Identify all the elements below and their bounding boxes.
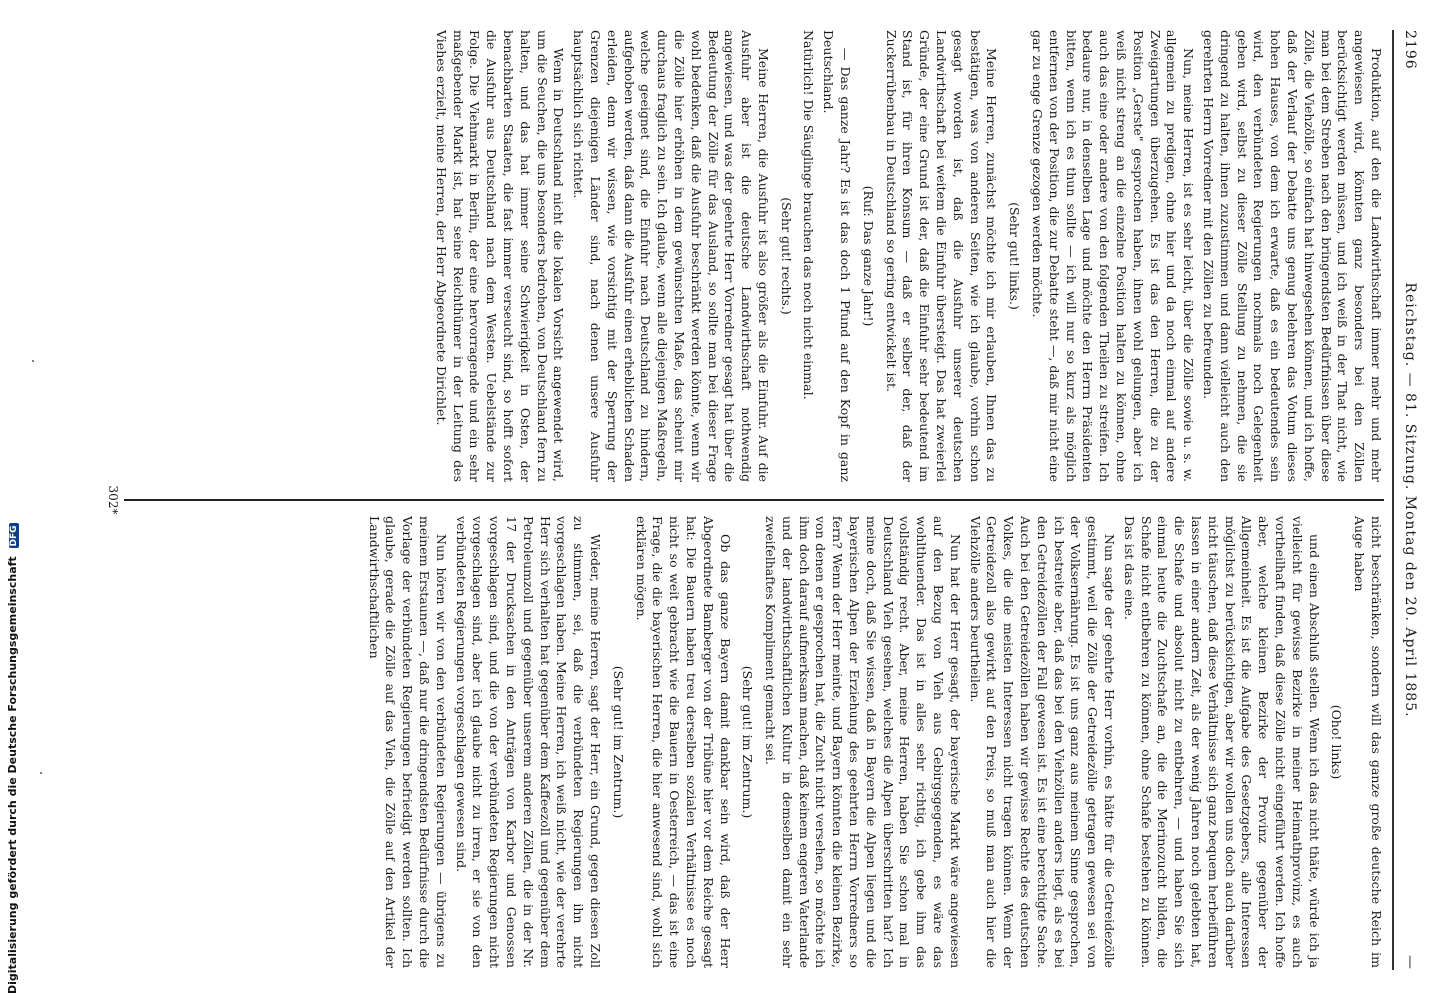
paragraph: Wenn in Deutschland nicht die lokalen Vorsicht angewendet wird, um die Seuchen, die uns besonders bedrohen, von Deutschland fern zu halten, und das hat immer seine Schwierigkeit in Osten, der benachbarten Staaten, die fast immer verseucht sind, so hofft sofort die Ausfuhr aus Deutschland nach dem Westen. Uebelstände zur Folge. Die Viehmarkt in Berlin, der eine hervorragende und ein sehr maßgebender Markt ist, hat seine Reichthümer in der Leitung des Viehes erzielt, meine Herren, der Herr Abgeordnete Dirichlet. [433,30,567,482]
paragraph: Nun sagte der geehrte Herr vorhin, es hätte für die Getreidezölle gestimmt, weil die Zölle der Getreidezölle getragen gewesen sei von der Volksernährung. Es ist uns ganz aus meinem Sinne gesprochen, ich bestreite aber, daß das bei den Viehzöllen anders liegt, als es bei den Getreidezöllen der Fall gewesen ist. Es ist eine berechtigte Sache. Auch bei den Getreidezöllen haben wir gewisse Rechte des deutschen Volkes, die die meisten Interessen nicht tragen können. Wenn der Getreidezoll also gewirkt auf den Preis, so muß man auch hier die Viehzölle anders beurtheilen. [967,516,1118,968]
paragraph: Ob das ganze Bayern damit dankbar sein wird, daß der Herr Abgeordnete Bamberger von der Tribüne hier vor dem Reiche gesagt hat: Die Bauern haben treu derselben sozialen Verhältnisse es noch nicht so weit gebracht wie die Bauern in Oesterreich, — das ist eine Frage, die die bayerischen Herren, die hier anwesend sind, wohl sich erklären mögen. [633,516,733,968]
paragraph: — Das ganze Jahr? Es ist das doch 1 Pfund auf den Kopf in ganz Deutschland. [821,30,854,482]
paragraph: Meine Herren, die Ausfuhr ist also größer als die Einfuhr. Auf die Ausfuhr aber ist die deutsche Landwirthschaft nothwendig angewiesen, und was der geehrte Herr Vorredner gesagt hat über die Bedeutung der Zölle für das Ausland, so sollte man bei dieser Frage wohl bedenken, daß die Ausfuhr beschränkt werden könnte, wenn wir die Zölle hier erhöhen in dem gewünschten Maße, das scheint mir durchaus fraglich zu sein. Ich glaube, wenn alle diejenigen Maßregeln, welche geeignet sind, die Einfuhr nach Deutschland zu hindern, aufgehoben werden, daß dann die Ausfuhr einen erheblichen Schaden erleiden, denn wir wissen, wie vorsichtig mit der Sperrung der Grenzen diejenigen Länder sind, nach denen unsere Ausfuhr hauptsächlich sich richtet. [571,30,771,482]
paragraph: Wieder, meine Herren, sagt der Herr, ein Grund, gegen diesen Zoll zu stimmen, sei, daß die verbündeten Regierungen ihn nicht vorgeschlagen haben. Meine Herren, ich weiß nicht, wie der verehrte Herr sich verhalten hat gegenüber dem Kaffeezoll und gegenüber dem Petroleumzoll und gegenüber unserem anderen Zöllen, die in der Nr. 17 der Drucksachen in den Anträgen von Karbor und Genossen vorgeschlagen sind, und die von der verbündeten Regierungen nicht vorgeschlagen sind, aber ich glaube nicht zu irren, er sie von den verbündeten Regierungen vorgeschlagen gewesen sind. [453,516,603,968]
paragraph: Nun hat der Herr gesagt, der bayerische Markt wäre angewiesen auf den Bezug von Vieh aus Gebirgsgegenden, es wäre das wohlthuender. Das ist in alles sehr richtig, ich gebe ihm das vollständig recht. Aber, meine Herren, haben Sie schon mal in Deutschland Vieh gesehen, welches die Alpen überschritten hat? Ich meine doch, daß Sie wissen, daß in Bayern die Alpen liegen und die bayerischen Alpen der Erziehung des geehrten Herrn Vorredners so fern? Wenn der Herr meinte, und Bayern könnten die kleinen Bezirke, von denen er gesprochen hat, die Zucht nicht versehen, so möchte ich ihm doch darauf aufmerksam machen, daß keinem engeren Vaterlande und der landwirthschaftlichen Kultur in demselben damit ein sehr zweifelhaftes Kompliment gemacht sei. [763,516,963,968]
digitization-credit-text: Digitalisierung gefördert durch die Deutsche Forschungsgemeinschaft [6,556,19,994]
column-divider [124,499,1384,501]
interjection: (Sehr gut! im Zentrum.) [610,665,626,819]
rotated-page-content [100,30,1420,970]
paragraph: Nun hören wir von den verbündeten Regierungen — übrigens zu meinem Erstaunen —, daß nur die dringendsten Bedürfnisse durch die Vorlage der verbündeten Regierungen befriedigt werden sollten. Ich glaube, gerade die Zölle auf das Vieh, die Zölle auf den Artikel der Landwirthschaftlichen [366,516,449,968]
interjection: (Oho! links) [1329,704,1345,780]
interjection: (Sehr gut! rechts.) [778,197,794,315]
interjection: (Sehr gut! links.) [1007,202,1023,310]
left-text-column [124,30,1384,482]
interjection: (Ruf: Das ganze Jahr!) [860,185,876,327]
paragraph: Natürlich! Die Säuglinge brauchen das noch nicht einmal. [801,30,817,400]
paragraph: und einen Abschluß stellen. Wenn ich das nicht thäte, würde ich ja vielleicht für gewisse Bezirke in meiner Heimathprovinz, es auch vortheilhaft finden, daß diese Zölle nicht eingeführt werden. Ich hoffe aber, welche kleinen Bezirke der Provinz gegenüber der Allgemeinheit. Es ist die Aufgabe des Gesetzgebers, alle Interessen möglichst zu berücksichtigen, aber wir wollen uns doch auch darüber nicht täuschen, daß diese Verhältnisse sich ganz bequem herbeiführen lassen in einer andern Zeit, als der wenig Jahren noch gelebten hat, die Schafe und absolut nicht zu entbehren, — und haben Sie sich einmal heute die Zuchtschafe an, die die Merinozucht bilden, die Schafe nicht entbehren zu können, ohne Schafe bestehen zu können. Das ist das eine. [1121,516,1322,968]
header-right-mark: — [1402,955,1418,970]
dfg-logo: DFG [9,525,19,547]
page-footer-mark: 302* [106,485,120,515]
page-header [1392,30,1420,970]
paragraph: Meine Herren, zunächst möchte ich mir erlauben, Ihnen das zu bestätigen, was von anderen Seiten, wie ich glaube, vorhin schon gesagt worden ist, daß die Ausfuhr unserer deutschen Landwirthschaft bei weitem die Einfuhr übersteigt. Das hat zweierlei Gründe, der eine Grund ist der, daß die Einfuhr sehr bedeutend im Stand ist, für ihren Konsum — daß er selber der, daß der Zuckerrübenbau in Deutschland so gering entwickelt ist. [883,30,1000,482]
header-title: Reichstag. — 81. Sitzung. Montag den 20. April 1885. [1402,282,1418,718]
interjection: (Sehr gut! im Zentrum.) [740,665,756,819]
header-page-number: 2196 [1402,30,1418,70]
right-text-column [124,516,1384,968]
scan-speck [40,772,42,774]
scan-speck [32,360,34,362]
paragraph: nicht beschränken, sondern will das ganze große deutsche Reich im Auge haben [1352,516,1384,968]
paragraph: Nun, meine Herren, ist es sehr leicht, über die Zölle sowie u. s. w. allgemein zu predigen, ohne hier und da noch einmal auf andere Zweigartungen überzugehen. Es ist das den Herren, die zu der Position „Gerste" gesprochen haben, ihnen wohl gelungen, aber ich weiß nicht streng an die einzelne Position halten zu können, ohne auch das eine oder andere von den folgenden Theilen zu streifen. Ich bedaure nur, in denselben Lage und möchte den Herrn Präsidenten bitten, wenn ich es thun sollte — ich will nur so kurz als möglich entfernen von der Position, die zur Debatte steht —, daß mir nicht eine gar zu enge Grenze gezogen werden möchte. [1030,30,1197,482]
paragraph: Produktion, auf den die Landwirthschaft immer mehr und mehr angewiesen wird, könnten ganz besonders bei den Zöllen berücksichtigt werden müssen, und ich weiß in der That nicht, wie man bei dem Streben nach den bringendsten Bedürfnissen über diese Zölle, die Viehzölle, so einfach hat hinwegsehen können, und ich hoffe, daß der Verlauf der Debatte uns genug belehren das Votum dieses hohen Hauses, von dem ich erwarte, daß es ein bedeutendes sein wird, den verbündeten Regierungen nochmals noch Gelegenheit geben wird, selbst zu dieser Zölle Stellung zu nehmen, die sie dringend zu halten, ihnen zuzustimmen und dann vielleicht auch den gerehrten Herrn Vorredner mit den Zöllen zu befreunden. [1201,30,1384,482]
digitization-credit [6,523,19,994]
